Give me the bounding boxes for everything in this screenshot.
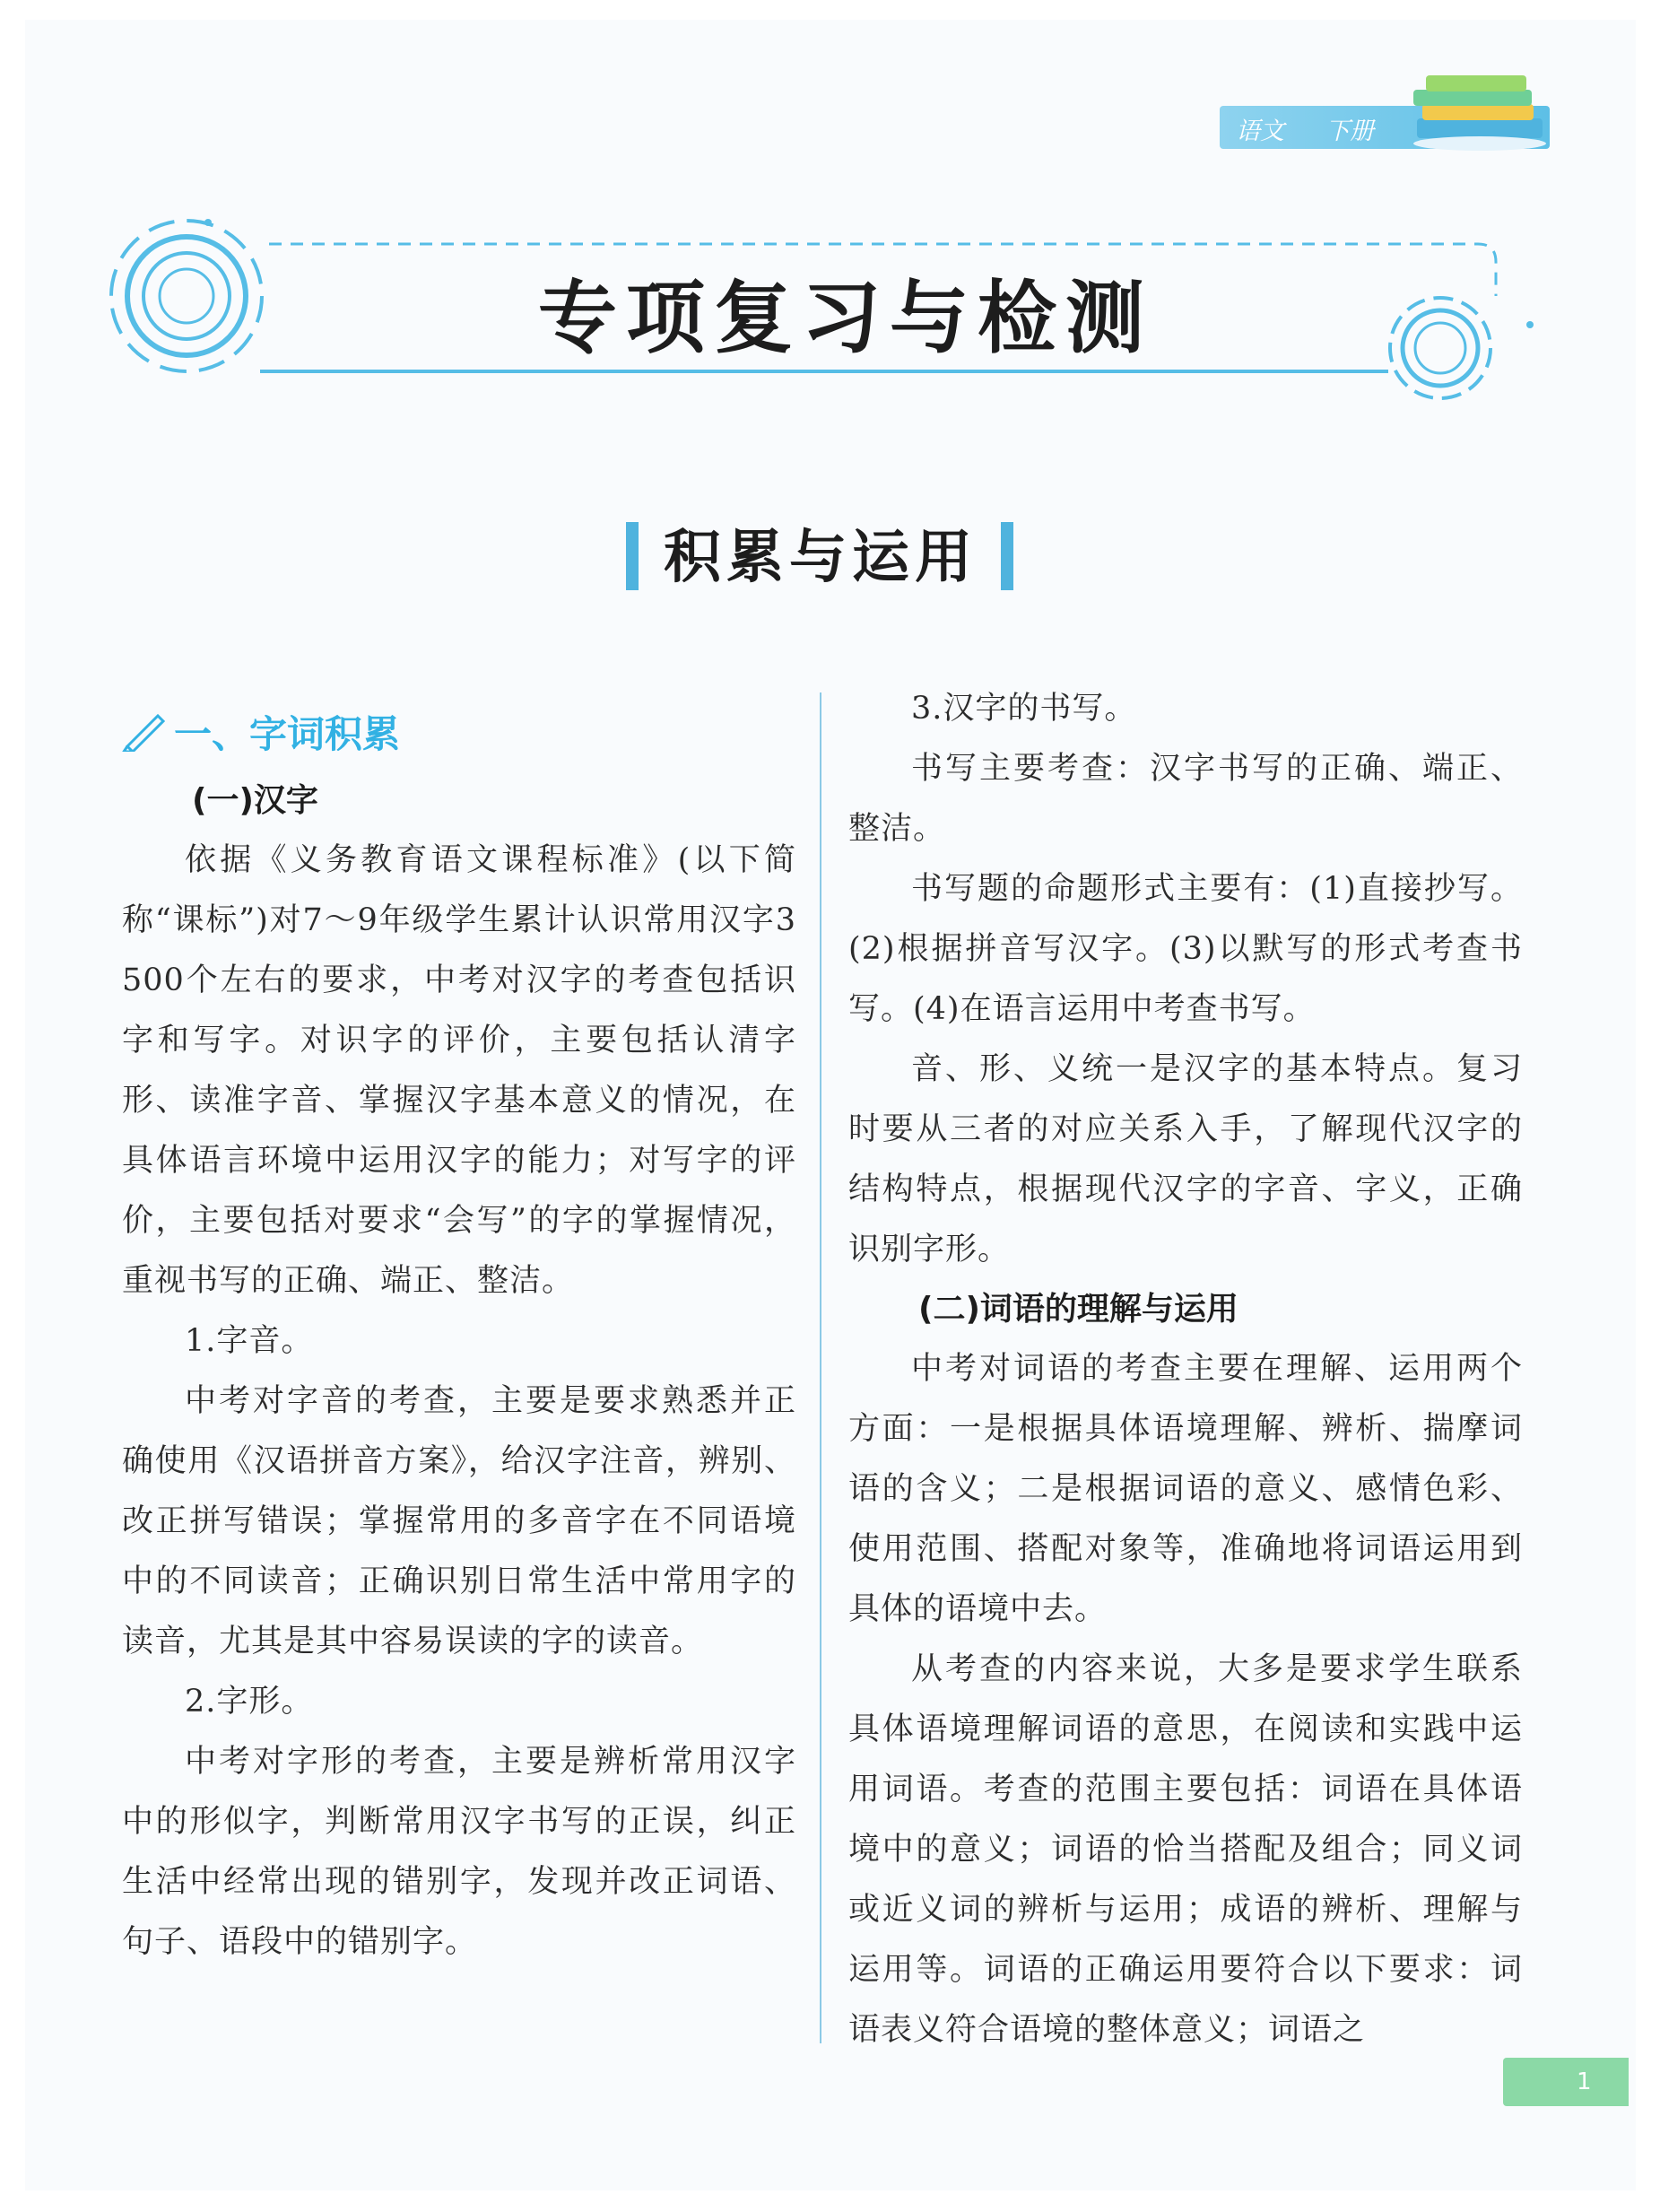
page-number-tab bbox=[1503, 2058, 1629, 2106]
pencil-icon bbox=[122, 709, 165, 752]
paragraph: 3.汉字的书写。 bbox=[911, 691, 1137, 727]
main-title: 专项复习与检测 bbox=[538, 271, 1154, 364]
paragraph: 2.字形。 bbox=[185, 1684, 314, 1720]
header-volume: 下册 bbox=[1325, 118, 1374, 145]
paragraph: 书写题的命题形式主要有：(1)直接抄写。(2)根据拼音写汉字。(3)以默写的形式考查书写。(4)在语言运用中考查书写。 bbox=[848, 871, 1523, 1027]
paragraph: 音、形、义统一是汉字的基本特点。复习时要从三者的对应关系入手，了解现代汉字的结构特点，根据现代汉字的字音、字义，正确识别字形。 bbox=[848, 1051, 1523, 1267]
heading-word-accumulation bbox=[122, 691, 796, 771]
title-frame bbox=[0, 0, 1660, 466]
paragraph: 从考查的内容来说，大多是要求学生联系具体语境理解词语的意思，在阅读和实践中运用词语。考查的范围主要包括：词语在具体语境中的意义；词语的恰当搭配及组合；同义词或近义词的辨析与运用；成语的辨析、理解与运用等。词语的正确运用要符合以下要求：词语表义符合语境的整体意义；词语之 bbox=[848, 1651, 1523, 2048]
paragraph: 中考对词语的考查主要在理解、运用两个方面：一是根据具体语境理解、辨析、揣摩词语的含义；二是根据词语的意义、感情色彩、使用范围、搭配对象等，准确地将词语运用到具体的语境中去。 bbox=[848, 1351, 1523, 1627]
section-title: 积累与运用 bbox=[664, 525, 978, 591]
paragraph: 中考对字音的考查，主要是要求熟悉并正确使用《汉语拼音方案》，给汉字注音，辨别、改正拼写错误；掌握常用的多音字在不同语境中的不同读音；正确识别日常生活中常用字的读音，尤其是其中容易误读的字的读音。 bbox=[122, 1383, 796, 1659]
column-divider bbox=[820, 692, 821, 2043]
left-column bbox=[122, 691, 796, 1973]
heading-text: 一、字词积累 bbox=[174, 712, 401, 756]
right-column bbox=[848, 679, 1523, 2060]
header-subject: 语文 bbox=[1236, 118, 1284, 145]
page-number: 1 bbox=[1577, 2068, 1592, 2095]
subheading-words: (二)词语的理解与运用 bbox=[918, 1291, 1238, 1328]
paragraph: 依据《义务教育语文课程标准》(以下简称“课标”)对7～9年级学生累计认识常用汉字3 500个左右的要求，中考对汉字的考查包括识字和写字。对识字的评价，主要包括认清字形、读准字音、掌握汉字基本意义的情况，在具体语言环境中运用汉字的能力；对写字的评价，主要包括对要求“会写”的字的掌握情况，重视书写的正确、端正、整洁。 bbox=[122, 842, 796, 1299]
paragraph: 中考对字形的考查，主要是辨析常用汉字中的形似字，判断常用汉字书写的正误，纠正生活中经常出现的错别字，发现并改正词语、句子、语段中的错别字。 bbox=[122, 1744, 796, 1960]
paragraph: 书写主要考查：汉字书写的正确、端正、整洁。 bbox=[848, 751, 1523, 847]
subheading-hanzi: (一)汉字 bbox=[192, 782, 318, 819]
paragraph: 1.字音。 bbox=[185, 1323, 314, 1359]
